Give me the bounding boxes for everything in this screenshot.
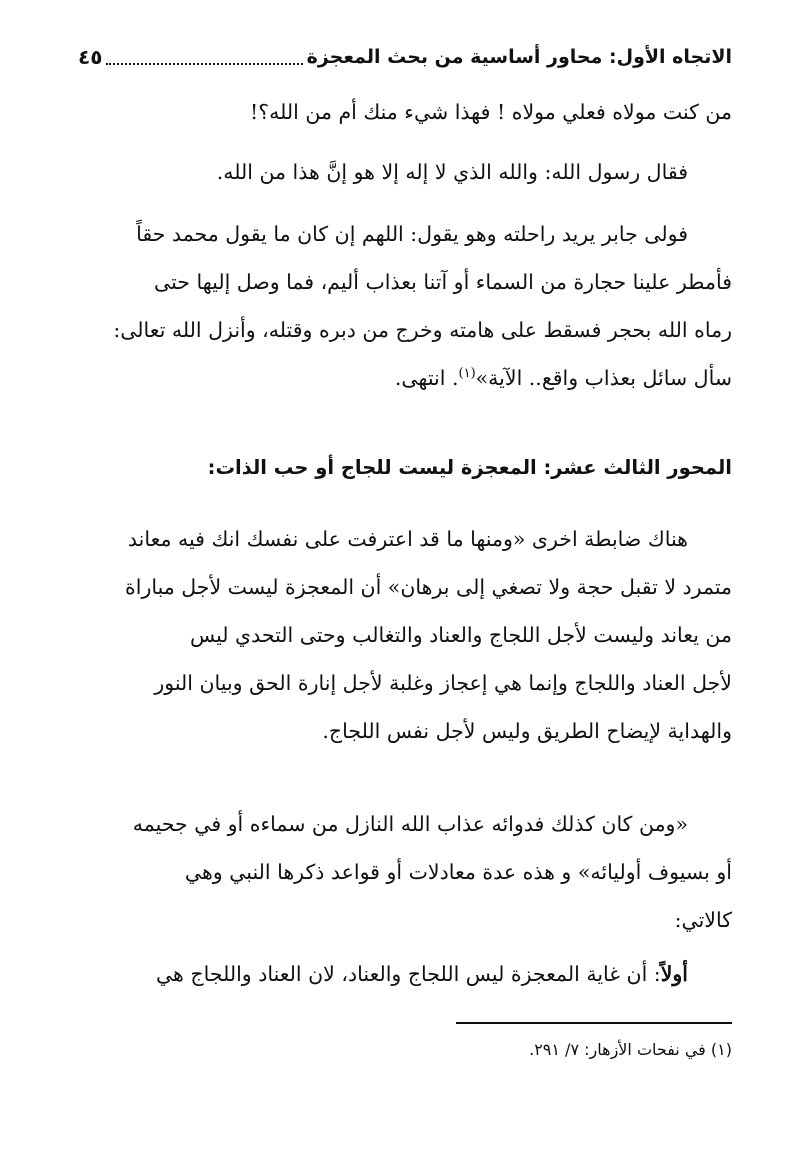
footnote: (١) في نفحات الأزهار: ٧/ ٢٩١.: [529, 1040, 732, 1059]
footnote-divider: [456, 1022, 732, 1024]
paragraph-dabita: [80, 515, 732, 755]
text-line: والهداية لإيضاح الطريق وليس لأجل نفس اللجاج.: [322, 719, 732, 743]
text-line: [80, 354, 732, 402]
text-line: فأمطر علينا حجارة من السماء أو آتنا بعذاب أليم، فما وصل إليها حتى: [154, 270, 732, 294]
paragraph-first-point: [80, 950, 732, 998]
text-line: فولى جابر يريد راحلته وهو يقول: اللهم إن كان ما يقول محمد حقاً: [136, 222, 688, 246]
section-heading: المحور الثالث عشر: المعجزة ليست للجاج أو حب الذات:: [207, 456, 732, 479]
leader-dots: [106, 49, 302, 65]
text-line: لأجل العناد واللجاج وإنما هي إعجاز وغلبة لأجل إنارة الحق وبيان النور: [154, 671, 732, 695]
text-line: متمرد لا تقبل حجة ولا تصغي إلى برهان» أن المعجزة ليست لأجل مباراة: [125, 575, 732, 599]
text-line: من يعاند وليست لأجل اللجاج والعناد والتغالب وحتى التحدي ليس: [189, 623, 732, 647]
footnote-reference: (١): [458, 366, 476, 382]
text-segment: سأل سائل بعذاب واقع.. الآية»: [475, 366, 732, 390]
text-line: [80, 950, 732, 998]
running-header: [78, 42, 732, 72]
text-line: أو بسيوف أوليائه» و هذه عدة معادلات أو قواعد ذكرها النبي وهي: [184, 860, 732, 884]
paragraph-jabir: [80, 210, 732, 402]
chapter-title: الاتجاه الأول: محاور أساسية من بحث المعجزة: [306, 46, 732, 68]
text-line: من كنت مولاه فعلي مولاه ! فهذا شيء منك أم من الله؟!: [249, 100, 732, 124]
text-line: رماه الله بحجر فسقط على هامته وخرج من دبره وقتله، وأنزل الله تعالى:: [113, 318, 732, 342]
text-line: كالاتي:: [674, 908, 732, 932]
text-segment: : أن غاية المعجزة ليس اللجاج والعناد، لان العناد واللجاج هي: [155, 962, 661, 986]
page-number: ٤٥: [78, 45, 103, 69]
paragraph-quote: [80, 800, 732, 944]
paragraph-rasool: [80, 148, 688, 196]
text-segment: . انتهى.: [394, 366, 459, 390]
point-label: أولاً: [660, 962, 688, 986]
text-line: فقال رسول الله: والله الذي لا إله إلا هو إنَّ هذا من الله.: [216, 160, 688, 184]
text-line: «ومن كان كذلك فدوائه عذاب الله النازل من سماءه أو في جحيمه: [132, 812, 688, 836]
paragraph-continuation: [80, 88, 732, 136]
text-line: هناك ضابطة اخرى «ومنها ما قد اعترفت على نفسك انك فيه معاند: [127, 527, 688, 551]
